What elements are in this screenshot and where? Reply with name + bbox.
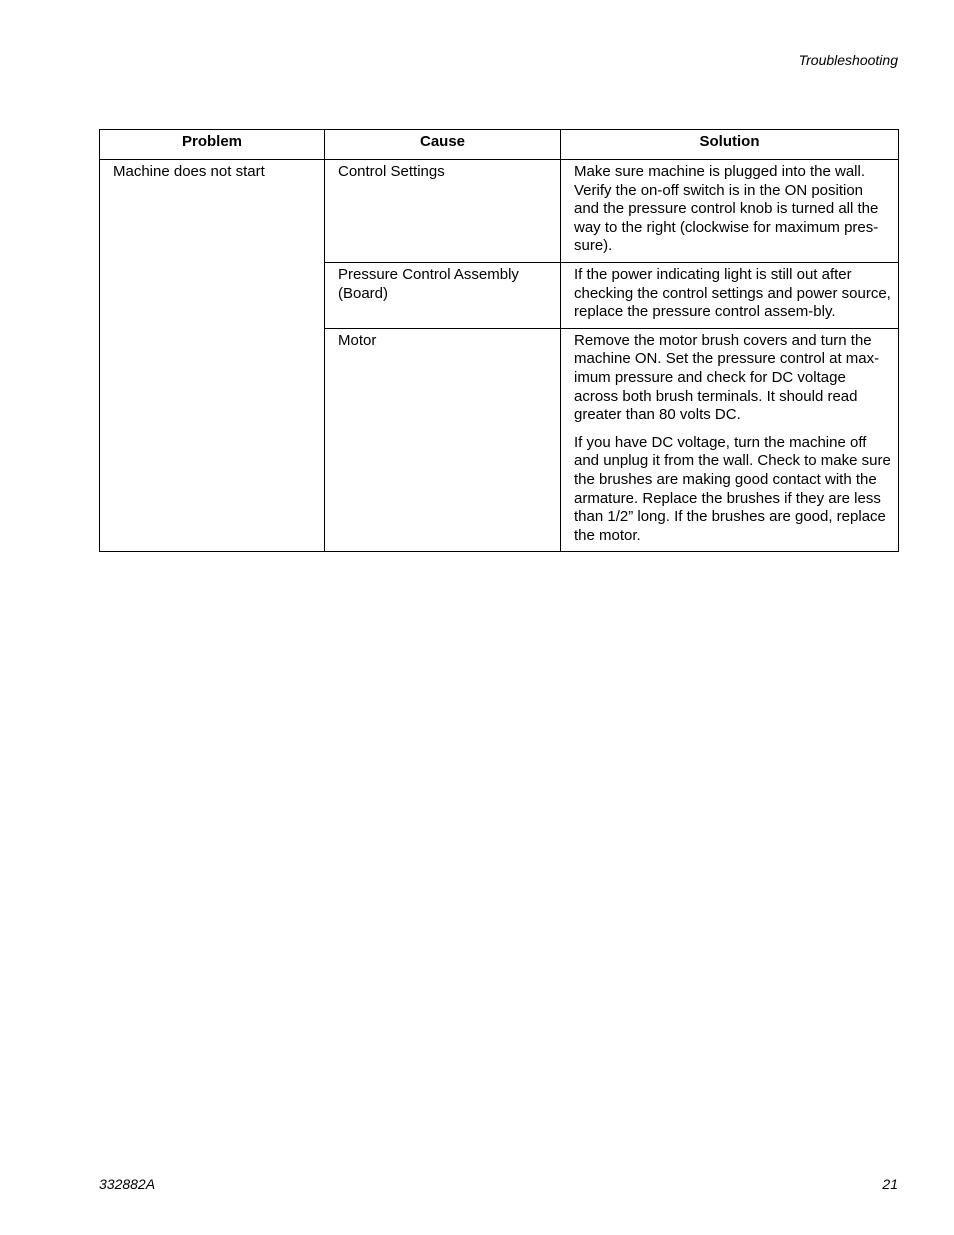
section-title: Troubleshooting [798,52,898,68]
solution-text: If you have DC voltage, turn the machine off and unplug it from the wall. Check to make sure the brushes are making good contact with the armature. Replace the brushes if they are less than 1/2” long. If the brushes are good, replace the motor. [574,433,891,544]
document-number: 332882A [99,1176,156,1192]
column-header-problem: Problem [100,130,325,160]
column-header-solution: Solution [561,130,899,160]
page-number: 21 [882,1176,898,1192]
table-header-row [100,130,899,160]
troubleshooting-table [99,129,899,552]
solution-text: Make sure machine is plugged into the wall. Verify the on-off switch is in the ON position and the pressure control knob is turned all the way to the right (clockwise for maximum pres-sure). [574,163,879,255]
table-row [100,160,899,263]
solution-text: Remove the motor brush covers and turn the machine ON. Set the pressure control at max-imum pressure and check for DC voltage across both brush terminals. It should read greater than 80 volts DC. [574,331,880,424]
solution-cell [561,262,899,328]
problem-cell: Machine does not start [100,160,325,552]
cause-cell: Pressure Control Assembly (Board) [325,262,561,328]
column-header-cause: Cause [325,130,561,160]
cause-cell: Control Settings [325,160,561,263]
solution-text: If the power indicating light is still out after checking the control settings and power source, replace the pressure control assem-bly. [574,265,891,321]
cause-cell: Motor [325,328,561,552]
solution-cell [561,160,899,263]
solution-cell [561,328,899,552]
